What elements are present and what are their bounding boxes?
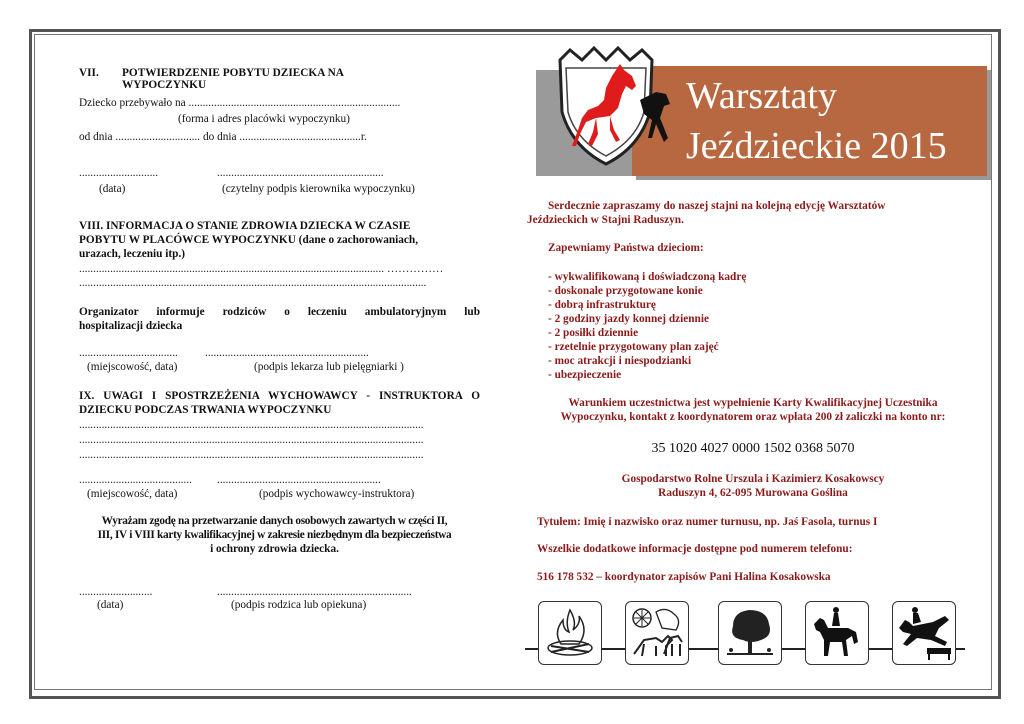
section-vii-number: VII. bbox=[79, 67, 99, 79]
info-line: Wszelkie dodatkowe informacje dostępne pod numerem telefonu: bbox=[537, 543, 853, 555]
bank-account-number: 35 1020 4027 0000 1502 0368 5070 bbox=[651, 441, 855, 456]
sig3-signature-caption: (podpis wychowawcy-instruktora) bbox=[259, 488, 415, 500]
sig1-date-field[interactable]: ............................ bbox=[79, 167, 159, 179]
offer-item: - doskonale przygotowane konie bbox=[548, 285, 703, 297]
sig2-signature-field[interactable]: .......................................................... bbox=[205, 347, 369, 359]
offer-item: - moc atrakcji i niespodzianki bbox=[548, 355, 692, 367]
section-vii-title-2: WYPOCZYNKU bbox=[122, 79, 207, 91]
sig3-signature-field[interactable]: .......................................................... bbox=[217, 474, 381, 486]
to-date-field[interactable]: ........................................... bbox=[239, 131, 361, 143]
phone-line: 516 178 532 – koordynator zapisów Pani Halina Kosakowska bbox=[537, 571, 831, 583]
section-vii-title: POTWIERDZENIE POBYTU DZIECKA NA bbox=[122, 67, 344, 79]
health-field-1[interactable]: ............................................................................................................ …………… bbox=[79, 263, 444, 275]
organizer-info-2: hospitalizacji dziecka bbox=[79, 320, 183, 332]
remarks-field-1[interactable]: .......................................................................................................................... bbox=[79, 419, 424, 431]
from-date-field[interactable]: .............................. bbox=[115, 131, 201, 143]
sig4-signature-caption: (podpis rodzica lub opiekuna) bbox=[231, 599, 367, 611]
sig1-signature-field[interactable]: ........................................................... bbox=[217, 167, 384, 179]
section-ix-title: IX. UWAGI I SPOSTRZEŻENIA WYCHOWAWCY - INSTRUKTORA O bbox=[79, 390, 480, 402]
sig2-place-caption: (miejscowość, data) bbox=[87, 361, 178, 373]
intro-line-2: Jeździeckich w Stajni Raduszyn. bbox=[527, 214, 684, 226]
sig4-signature-field[interactable]: ..................................................................... bbox=[217, 586, 412, 598]
sig4-date-field[interactable]: .......................... bbox=[79, 586, 153, 598]
consent-line-1: Wyrażam zgodę na przetwarzanie danych osobowych zawartych w części II, bbox=[101, 515, 448, 527]
tree-picnic-icon bbox=[718, 601, 782, 665]
dressage-horse-icon bbox=[805, 601, 869, 665]
section-viii-title-2: POBYTU W PLACÓWCE WYPOCZYNKU (dane o zachorowaniach, bbox=[79, 234, 419, 246]
horse-shield-logo-icon bbox=[540, 42, 670, 172]
sig1-signature-caption: (czytelny podpis kierownika wypoczynku) bbox=[222, 183, 415, 195]
offer-item: - wykwalifikowaną i doświadczoną kadrę bbox=[548, 271, 747, 283]
sig2-signature-caption: (podpis lekarza lub pielęgniarki ) bbox=[254, 361, 404, 373]
section-viii-title-3: urazach, leczeniu itp.) bbox=[79, 248, 186, 260]
horse-trail-icon bbox=[625, 601, 689, 665]
transfer-title: Tytułem: Imię i nazwisko oraz numer turnusu, np. Jaś Fasola, turnus I bbox=[537, 516, 878, 528]
stay-hint: (forma i adres placówki wypoczynku) bbox=[178, 113, 350, 125]
sig1-date-caption: (data) bbox=[99, 183, 126, 195]
offer-item: - 2 godziny jazdy konnej dziennie bbox=[548, 313, 709, 325]
offer-item: - ubezpieczenie bbox=[548, 369, 622, 381]
sig3-place-caption: (miejscowość, data) bbox=[87, 488, 178, 500]
owner-address: Raduszyn 4, 62-095 Murowana Goślina bbox=[658, 487, 848, 499]
section-viii-title: VIII. INFORMACJA O STANIE ZDROWIA DZIECKA W CZASIE bbox=[79, 220, 411, 232]
consent-line-3: i ochrony zdrowia dziecka. bbox=[210, 543, 339, 555]
stay-field[interactable]: ........................................................................... bbox=[188, 97, 401, 109]
banner-title-line-2: Jeździeckie 2015 bbox=[686, 125, 947, 167]
dates-line: od dnia .............................. do dnia ...........................................r. bbox=[79, 131, 367, 143]
sig3-place-field[interactable]: ........................................ bbox=[79, 474, 192, 486]
condition-line-1: Warunkiem uczestnictwa jest wypełnienie Karty Kwalifikacyjnej Uczestnika bbox=[568, 397, 938, 409]
remarks-field-3[interactable]: .......................................................................................................................... bbox=[79, 449, 424, 461]
health-field-2[interactable]: ........................................................................................................................... bbox=[79, 277, 427, 289]
condition-line-2: Wypoczynku, kontakt z koordynatorem oraz wpłata 200 zł zaliczki na konto nr: bbox=[560, 411, 946, 423]
offer-item: - dobrą infrastrukturę bbox=[548, 299, 656, 311]
banner-title-line-1: Warsztaty bbox=[686, 75, 837, 117]
campfire-icon bbox=[538, 601, 602, 665]
sig4-date-caption: (data) bbox=[97, 599, 124, 611]
jumping-horse-icon bbox=[892, 601, 956, 665]
intro-line-1: Serdecznie zapraszamy do naszej stajni na kolejną edycję Warsztatów bbox=[548, 200, 886, 212]
sig2-place-field[interactable]: ................................... bbox=[79, 347, 178, 359]
remarks-field-2[interactable]: .......................................................................................................................... bbox=[79, 434, 424, 446]
owner-line-1: Gospodarstwo Rolne Urszula i Kazimierz Kosakowscy bbox=[621, 473, 885, 485]
stay-label: Dziecko przebywało na ........................................................................... bbox=[79, 97, 401, 109]
offer-item: - rzetelnie przygotowany plan zajęć bbox=[548, 341, 719, 353]
consent-line-2: III, IV i VIII karty kwalifikacyjnej w zakresie niezbędnym dla bezpieczeństwa bbox=[97, 529, 452, 541]
offer-heading: Zapewniamy Państwa dzieciom: bbox=[548, 242, 704, 254]
organizer-info: Organizator informuje rodziców o leczeniu ambulatoryjnym lub bbox=[79, 306, 480, 318]
section-ix-title-2: DZIECKU PODCZAS TRWANIA WYPOCZYNKU bbox=[79, 404, 332, 416]
offer-item: - 2 posiłki dziennie bbox=[548, 327, 639, 339]
